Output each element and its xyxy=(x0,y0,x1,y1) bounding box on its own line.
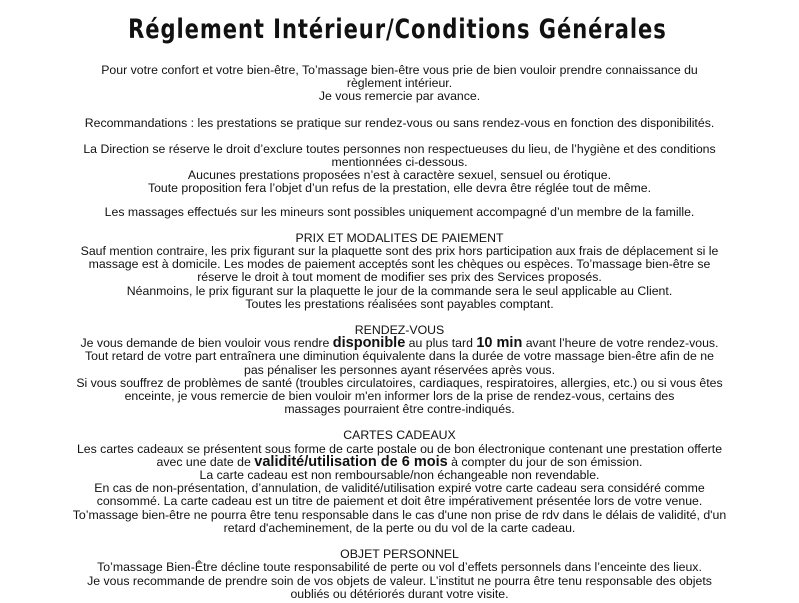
rdv-line: massages pourraient être contre-indiqués. xyxy=(284,402,515,417)
page-title: Réglement Intérieur/Conditions Générales xyxy=(128,14,667,45)
cartes-line: retard d'acheminement, de la perte ou du vol de la carte cadeau. xyxy=(223,520,576,535)
objet-line: Je vous recommande de prendre soin de vos objets de valeur. L’institut ne pourra être tenu responsable des objets xyxy=(87,573,712,588)
prix-line: Sauf mention contraire, les prix figurant sur la plaquette sont des prix hors participation aux frais de déplacement si le xyxy=(80,244,719,259)
intro-line: Je vous remercie par avance. xyxy=(318,89,481,104)
cartes-emphasis-validity: validité/utilisation de 6 mois xyxy=(254,453,448,470)
objet-line: oubliés ou détériorés durant votre visite. xyxy=(290,586,509,601)
prix-line: réserve le droit à tout moment de modifier ses prix des Services proposés. xyxy=(197,270,602,285)
rdv-section xyxy=(14,324,785,416)
intro-line: Pour votre confort et votre bien-être, To’massage bien-être vous prie de bien vouloir prendre connaissance du xyxy=(101,63,698,77)
cartes-line: Les cartes cadeaux se présentent sous forme de carte postale ou de bon électronique contenant une prestation offerte xyxy=(76,441,723,456)
rdv-line: Si vous souffrez de problèmes de santé (troubles circulatoires, cardiaques, respiratoires, allergies, etc.) ou si vous êtes xyxy=(76,375,723,390)
direction-line: La Direction se réserve le droit d’exclure toutes personnes non respectueuses du lieu, de l’hygiène et des conditions xyxy=(83,141,716,156)
objet-section xyxy=(14,548,785,601)
prix-heading: PRIX ET MODALITES DE PAIEMENT xyxy=(295,230,504,245)
rdv-line: enceinte, je vous remercie de bien vouloir m'en informer lors de la prise de rendez-vous, certains des xyxy=(124,389,675,404)
prix-line: Néanmoins, le prix figurant sur la plaquette le jour de la commande sera le seul applicable au Client. xyxy=(126,283,673,298)
objet-heading: OBJET PERSONNEL xyxy=(340,547,459,562)
cartes-line: consommé. La carte cadeau est un titre de paiement et doit être impérativement présentée lors de votre venue. xyxy=(96,494,703,509)
document-body xyxy=(14,64,785,601)
rdv-emphasis-delay: 10 min xyxy=(476,335,523,352)
recommandations-text: Recommandations : les prestations se pratique sur rendez-vous ou sans rendez-vous en fonction des disponibilités. xyxy=(84,115,715,130)
cartes-text: avec une date de xyxy=(156,454,255,469)
mineurs-text: Les massages effectués sur les mineurs sont possibles uniquement accompagné d’un membre de la famille. xyxy=(104,204,695,219)
rdv-line: pas pénaliser les personnes ayant réservées après vous. xyxy=(243,362,555,377)
direction-section xyxy=(14,143,785,196)
intro-section xyxy=(14,64,785,104)
rdv-text: au plus tard xyxy=(405,336,477,351)
cartes-line: En cas de non-présentation, d’annulation, de validité/utilisation expiré votre carte cadeau sera considéré comme xyxy=(94,481,705,496)
intro-line: règlement intérieur. xyxy=(346,76,453,91)
rdv-heading: RENDEZ-VOUS xyxy=(354,323,445,338)
direction-line: Toute proposition fera l’objet d’un refus de la prestation, elle devra être réglée tout de même. xyxy=(147,181,652,196)
rdv-text: avant l’heure de votre rendez-vous. xyxy=(522,336,719,351)
prix-section xyxy=(14,232,785,311)
rdv-text: Je vous demande de bien vouloir vous rendre xyxy=(80,336,333,351)
cartes-line: La carte cadeau est non remboursable/non échangeable non revendable. xyxy=(199,468,600,483)
objet-line: To’massage Bien-Être décline toute responsabilité de perte ou vol d’effets personnels dans l’enceinte des lieux. xyxy=(97,560,702,575)
rdv-emphasis-disponible: disponible xyxy=(332,335,406,352)
prix-line: Toutes les prestations réalisées sont payables comptant. xyxy=(245,296,554,311)
rdv-line: Tout retard de votre part entraînera une diminution équivalente dans la durée de votre massage bien-être afin de ne xyxy=(85,349,714,364)
cartes-heading: CARTES CADEAUX xyxy=(343,428,456,443)
cartes-line: To’massage bien-être ne pourra être tenu responsable dans le cas d'une non prise de rdv dans le délais de validité, d'un xyxy=(72,507,727,522)
cartes-section xyxy=(14,429,785,535)
direction-line: mentionnées ci-dessous. xyxy=(331,155,468,170)
prix-line: massage est à domicile. Les modes de paiement acceptés sont les chèques ou espèces. To’massage bien-être se xyxy=(88,257,711,272)
cartes-text: à compter du jour de son émission. xyxy=(447,454,643,469)
direction-line: Aucunes prestations proposées n’est à caractère sexuel, sensuel ou érotique. xyxy=(187,168,612,183)
